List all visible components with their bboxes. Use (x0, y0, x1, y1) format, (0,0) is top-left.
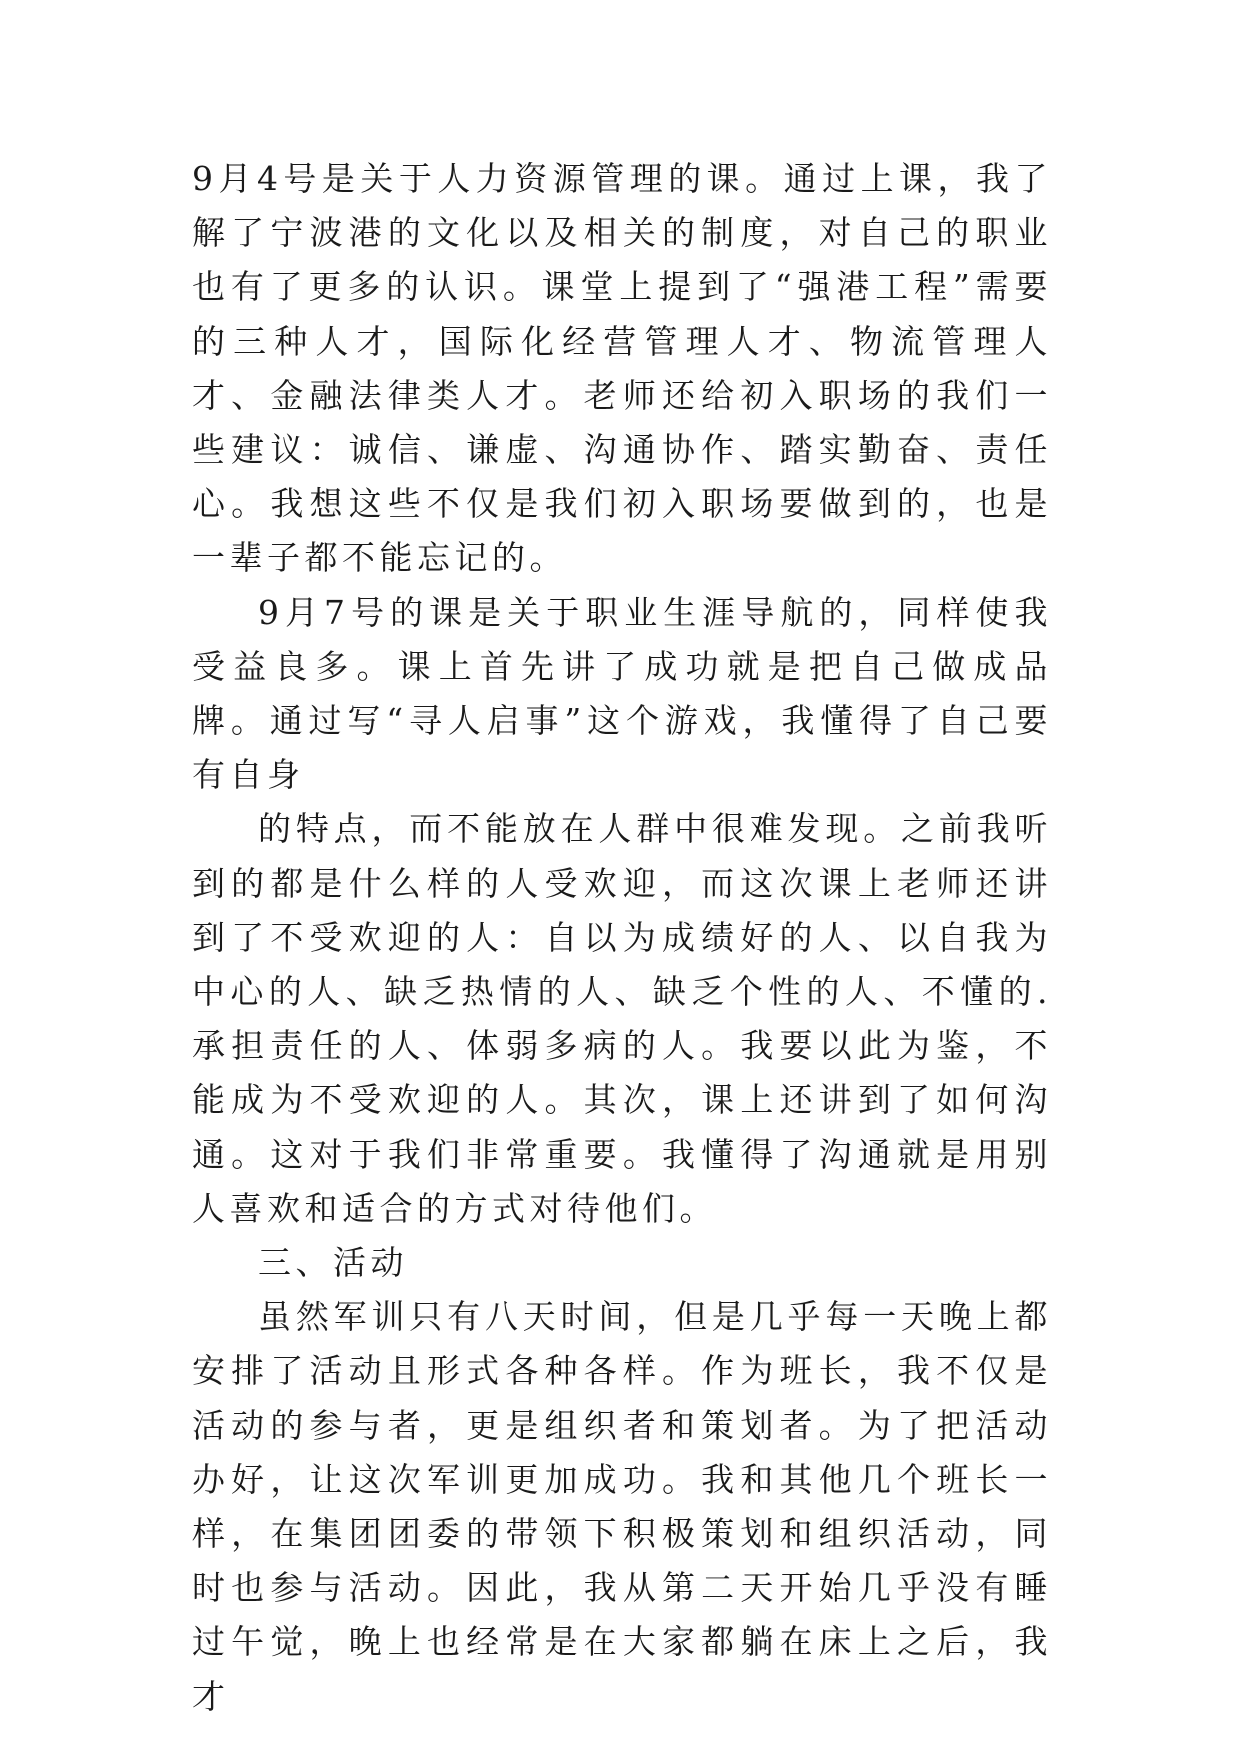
paragraph-course-career-continued: 的特点，而不能放在人群中很难发现。之前我听到的都是什么样的人受欢迎，而这次课上老师还讲到了不受欢迎的人：自以为成绩好的人、以自我为中心的人、缺乏热情的人、缺乏个性的人、不懂的.承担责任的人、体弱多病的人。我要以此为鉴，不能成为不受欢迎的人。其次，课上还讲到了如何沟通。这对于我们非常重要。我懂得了沟通就是用别人喜欢和适合的方式对待他们。 (192, 809, 1052, 1228)
section-heading-activities: 三、活动 (258, 1243, 408, 1283)
paragraph-course-hr: 9月4号是关于人力资源管理的课。通过上课，我了解了宁波港的文化以及相关的制度，对自己的职业也有了更多的认识。课堂上提到了“强港工程”需要的三种人才，国际化经营管理人才、物流管理人才、金融法律类人才。老师还给初入职场的我们一些建议：诚信、谦虚、沟通协作、踏实勤奋、责任心。我想这些不仅是我们初入职场要做到的，也是一辈子都不能忘记的。 (192, 159, 1052, 578)
paragraph-activities: 虽然军训只有八天时间，但是几乎每一天晚上都安排了活动且形式各种各样。作为班长，我不仅是活动的参与者，更是组织者和策划者。为了把活动办好，让这次军训更加成功。我和其他几个班长一样，在集团团委的带领下积极策划和组织活动，同时也参与活动。因此，我从第二天开始几乎没有睡过午觉，晚上也经常是在大家都躺在床上之后，我才 (192, 1297, 1052, 1716)
paragraph-course-career: 9月7号的课是关于职业生涯导航的，同样使我受益良多。课上首先讲了成功就是把自己做成品牌。通过写“寻人启事”这个游戏，我懂得了自己要有自身 (192, 592, 1052, 795)
document-body (192, 152, 1052, 1724)
